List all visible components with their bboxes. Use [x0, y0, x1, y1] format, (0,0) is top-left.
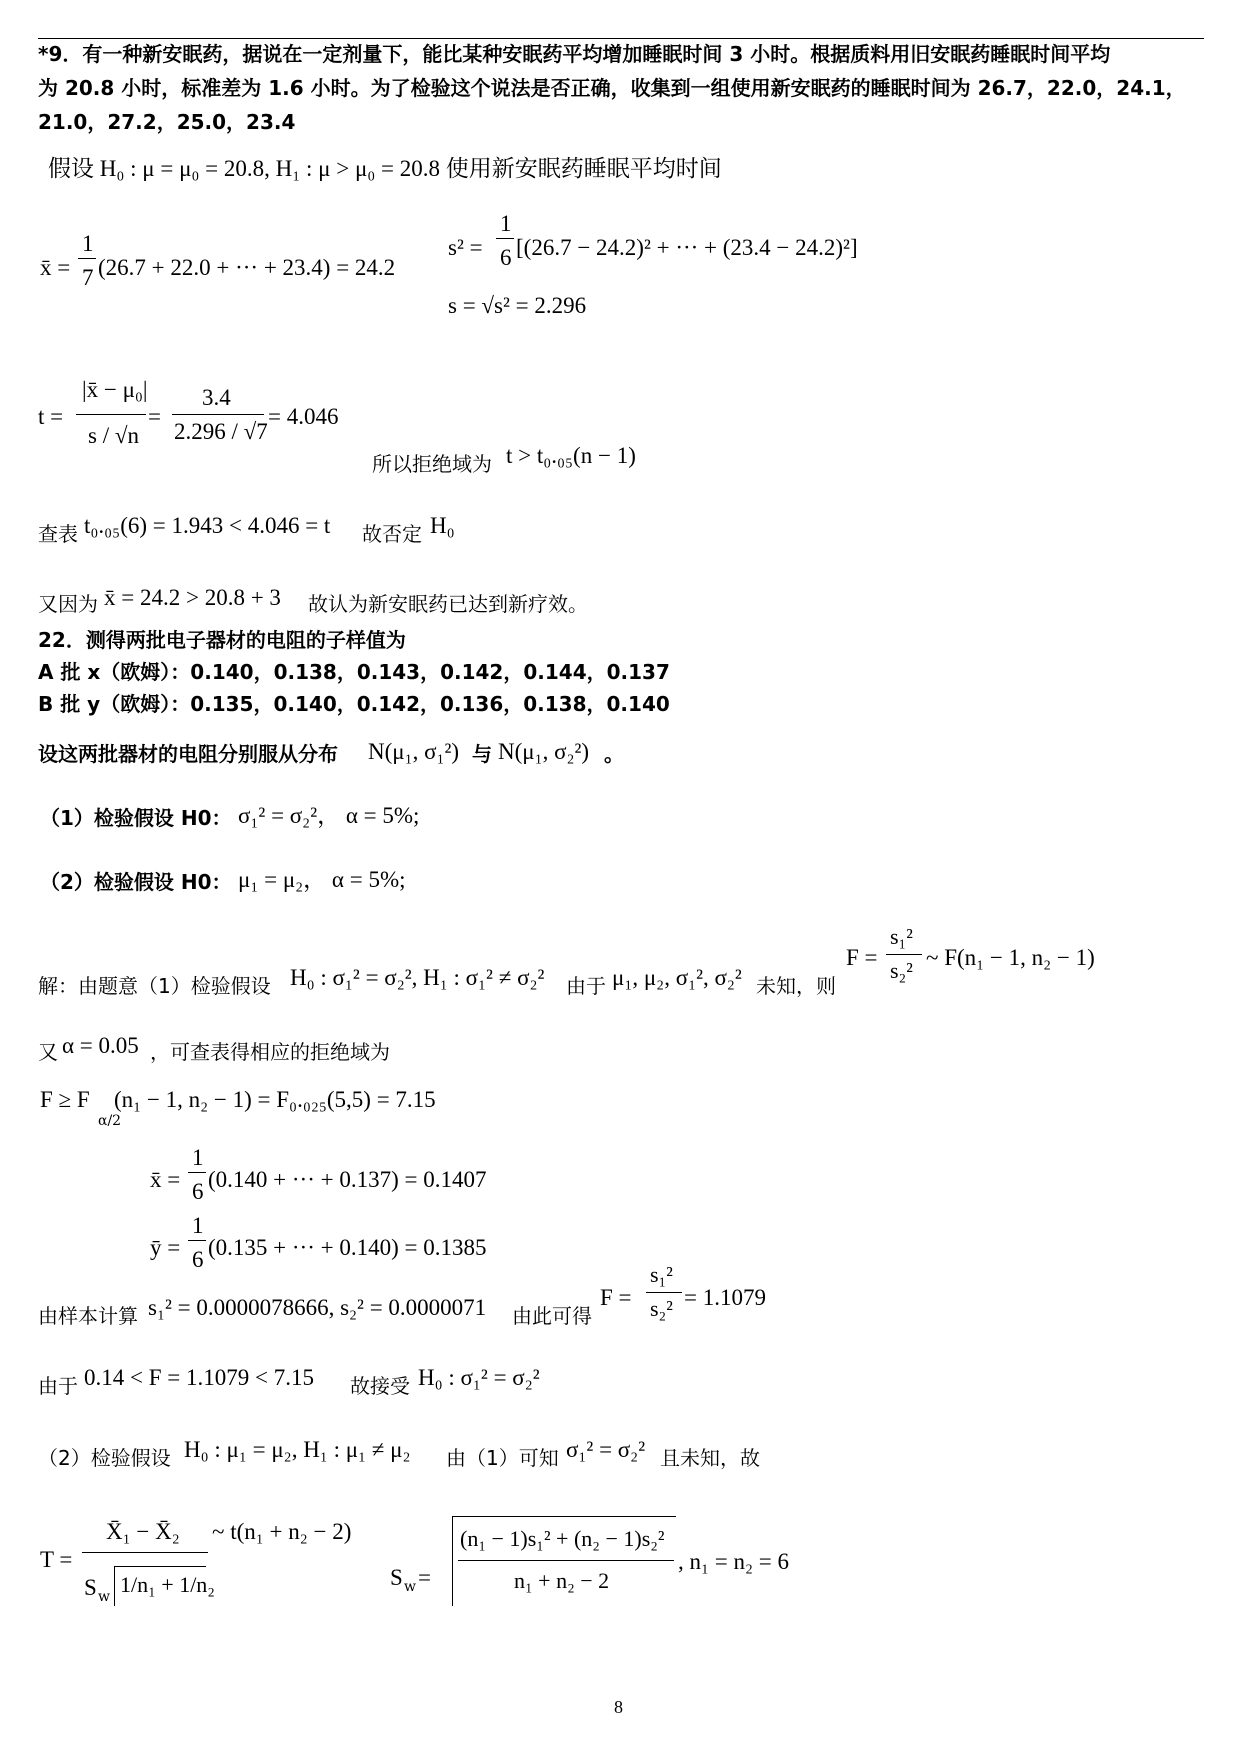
- problem9-line1: *9．有一种新安眠药，据说在一定剂量下，能比某种安眠药平均增加睡眠时间 3 小时。根据质料用旧安眠药睡眠时间平均: [38, 42, 1111, 66]
- distribution-math-2: N(μ₁, σ₂²): [498, 739, 590, 764]
- xbar-left: x̄ =: [40, 255, 71, 280]
- solution-text: 解：由题意（1）检验假设: [38, 974, 271, 998]
- T-radical-bar: [114, 1566, 206, 1567]
- alpha-rest: ，可查表得相应的拒绝域为: [150, 1040, 390, 1064]
- T-right: ~ t(n₁ + n₂ − 2): [212, 1519, 352, 1544]
- because-math: x̄ = 24.2 > 20.8 + 3: [104, 585, 281, 610]
- s2-right: [(26.7 − 24.2)² + ··· + (23.4 − 24.2)²]: [516, 235, 858, 260]
- solution-since: 由于: [566, 974, 606, 998]
- T-radical: [114, 1566, 115, 1606]
- part2-text: （2）检验假设: [38, 1446, 171, 1470]
- header-rule: [38, 38, 1204, 39]
- sample-math: s₁² = 0.0000078666, s₂² = 0.0000071: [148, 1295, 487, 1320]
- T-den-sw: S: [84, 1575, 97, 1600]
- f-range-sub: α/2: [98, 1113, 122, 1129]
- alpha-text: 又: [38, 1040, 58, 1064]
- f2-num: s₁²: [650, 1262, 673, 1287]
- f-fraction-bar: [886, 954, 922, 955]
- part2-from: 由（1）可知: [446, 1446, 559, 1470]
- t-fraction-bar-2: [172, 414, 264, 415]
- ybar-right: (0.135 + ··· + 0.140) = 0.1385: [208, 1235, 487, 1260]
- distribution-text: 设这两批器材的电阻分别服从分布: [38, 742, 338, 766]
- ybar-left: ȳ =: [150, 1235, 181, 1260]
- s2-den: 6: [500, 245, 512, 270]
- alpha-math: α = 0.05: [62, 1033, 139, 1058]
- conclusion-text: 故认为新安眠药已达到新疗效。: [308, 592, 588, 616]
- hence-text: 由此可得: [512, 1304, 592, 1328]
- f-den: s₂²: [890, 958, 913, 983]
- lookup-math: t₀.₀₅(6) = 1.943 < 4.046 = t: [84, 513, 331, 538]
- Sw-fraction-bar: [458, 1560, 674, 1561]
- f2-den: s₂²: [650, 1296, 673, 1321]
- since2-text: 由于: [38, 1374, 78, 1398]
- f-left: F =: [846, 945, 878, 970]
- problem22-title: 22．测得两批电子器材的电阻的子样值为: [38, 628, 406, 652]
- f2-left: F =: [600, 1285, 632, 1310]
- xbar-den: 7: [82, 265, 94, 290]
- Sw-sub: w: [404, 1579, 416, 1595]
- f-range-rest: (n₁ − 1, n₂ − 1) = F₀.₀₂₅(5,5) = 7.15: [114, 1087, 436, 1112]
- part2-unknown: 且未知，故: [660, 1446, 760, 1470]
- Sw-den: n₁ + n₂ − 2: [514, 1568, 610, 1593]
- xbar-num: 1: [82, 231, 94, 256]
- part2-math: H₀ : μ₁ = μ₂, H₁ : μ₁ ≠ μ₂: [184, 1437, 411, 1462]
- xbar2-num: 1: [192, 1145, 204, 1170]
- xbar2-left: x̄ =: [150, 1167, 181, 1192]
- question1-text: （1）检验假设 H0：: [40, 806, 232, 830]
- distribution-math-1: N(μ₁, σ₁²): [368, 739, 460, 764]
- problem9-line2: 为 20.8 小时，标准差为 1.6 小时。为了检验这个说法是否正确，收集到一组使用新安眠药的睡眠时间为 26.7，22.0，24.1，: [38, 76, 1186, 100]
- t-den: s / √n: [88, 423, 139, 448]
- t-den2: 2.296 / √7: [174, 419, 268, 444]
- hypothesis-line: 假设 H₀ : μ = μ₀ = 20.8, H₁ : μ > μ₀ = 20.8 使用新安眠药睡眠平均时间: [48, 156, 722, 181]
- xbar2-fraction-bar: [188, 1172, 206, 1173]
- Sw-radical: [452, 1516, 453, 1606]
- xbar2-right: (0.140 + ··· + 0.137) = 0.1407: [208, 1167, 487, 1192]
- Sw-eq: =: [418, 1565, 431, 1590]
- T-den-sub: w: [98, 1589, 110, 1605]
- batch-b-values: B 批 y（欧姆）：0.135，0.140，0.142，0.136，0.138，0.140: [38, 692, 670, 716]
- t-num2: 3.4: [202, 385, 231, 410]
- T-den-root: 1/n₁ + 1/n₂: [120, 1572, 215, 1597]
- T-fraction-bar: [82, 1552, 208, 1553]
- f2-right: = 1.1079: [684, 1285, 766, 1310]
- Sw-left: S: [390, 1565, 403, 1590]
- since2-math: 0.14 < F = 1.1079 < 7.15: [84, 1365, 314, 1390]
- f-range: F ≥ F: [40, 1087, 90, 1112]
- Sw-radical-bar: [452, 1516, 676, 1517]
- t-num: |x̄ − μ₀|: [82, 377, 148, 402]
- xbar2-den: 6: [192, 1179, 204, 1204]
- ybar-den: 6: [192, 1247, 204, 1272]
- T-num: X̄₁ − X̄₂: [106, 1519, 180, 1544]
- xbar-right: (26.7 + 22.0 + ··· + 23.4) = 24.2: [98, 255, 396, 280]
- ybar-num: 1: [192, 1213, 204, 1238]
- xbar-fraction-bar: [78, 258, 96, 259]
- because-text: 又因为: [38, 592, 98, 616]
- s2-fraction-bar: [496, 238, 514, 239]
- accept-text: 故接受: [350, 1374, 410, 1398]
- distribution-end: 。: [604, 742, 624, 766]
- Sw-num: (n₁ − 1)s₁² + (n₂ − 1)s₂²: [460, 1526, 665, 1551]
- f-right: ~ F(n₁ − 1, n₂ − 1): [926, 945, 1095, 970]
- deny-math: H₀: [430, 513, 455, 538]
- s-line: s = √s² = 2.296: [448, 293, 587, 318]
- t-left: t =: [38, 404, 64, 429]
- page-number: 8: [614, 1697, 623, 1717]
- s2-left: s² =: [448, 235, 483, 260]
- s2-num: 1: [500, 211, 512, 236]
- f-num: s₁²: [890, 924, 913, 949]
- solution-hypothesis: H₀ : σ₁² = σ₂², H₁ : σ₁² ≠ σ₂²: [290, 965, 545, 990]
- solution-params: μ₁, μ₂, σ₁², σ₂²: [612, 965, 742, 990]
- Sw-right: , n₁ = n₂ = 6: [678, 1549, 789, 1574]
- batch-a-values: A 批 x（欧姆）：0.140，0.138，0.143，0.142，0.144，0.137: [38, 660, 670, 684]
- t-mid: =: [148, 404, 161, 429]
- t-right: = 4.046: [268, 404, 339, 429]
- problem9-line3: 21.0，27.2，25.0，23.4: [38, 110, 296, 134]
- deny-text: 故否定: [362, 522, 422, 546]
- question1-math: σ₁² = σ₂²， α = 5%;: [238, 803, 420, 828]
- t-fraction-bar: [76, 414, 146, 415]
- question2-text: （2）检验假设 H0：: [40, 870, 232, 894]
- accept-math: H₀ : σ₁² = σ₂²: [418, 1365, 540, 1390]
- solution-unknown: 未知，则: [756, 974, 836, 998]
- distribution-and: 与: [472, 742, 492, 766]
- T-left: T =: [40, 1547, 73, 1572]
- part2-from-math: σ₁² = σ₂²: [566, 1437, 646, 1462]
- question2-math: μ₁ = μ₂， α = 5%;: [238, 867, 406, 892]
- f2-fraction-bar: [646, 1292, 682, 1293]
- ybar-fraction-bar: [188, 1240, 206, 1241]
- sample-text: 由样本计算: [38, 1304, 138, 1328]
- lookup-text: 查表: [38, 522, 78, 546]
- reject-text: 所以拒绝域为: [372, 452, 492, 476]
- reject-math: t > t₀.₀₅(n − 1): [506, 443, 636, 468]
